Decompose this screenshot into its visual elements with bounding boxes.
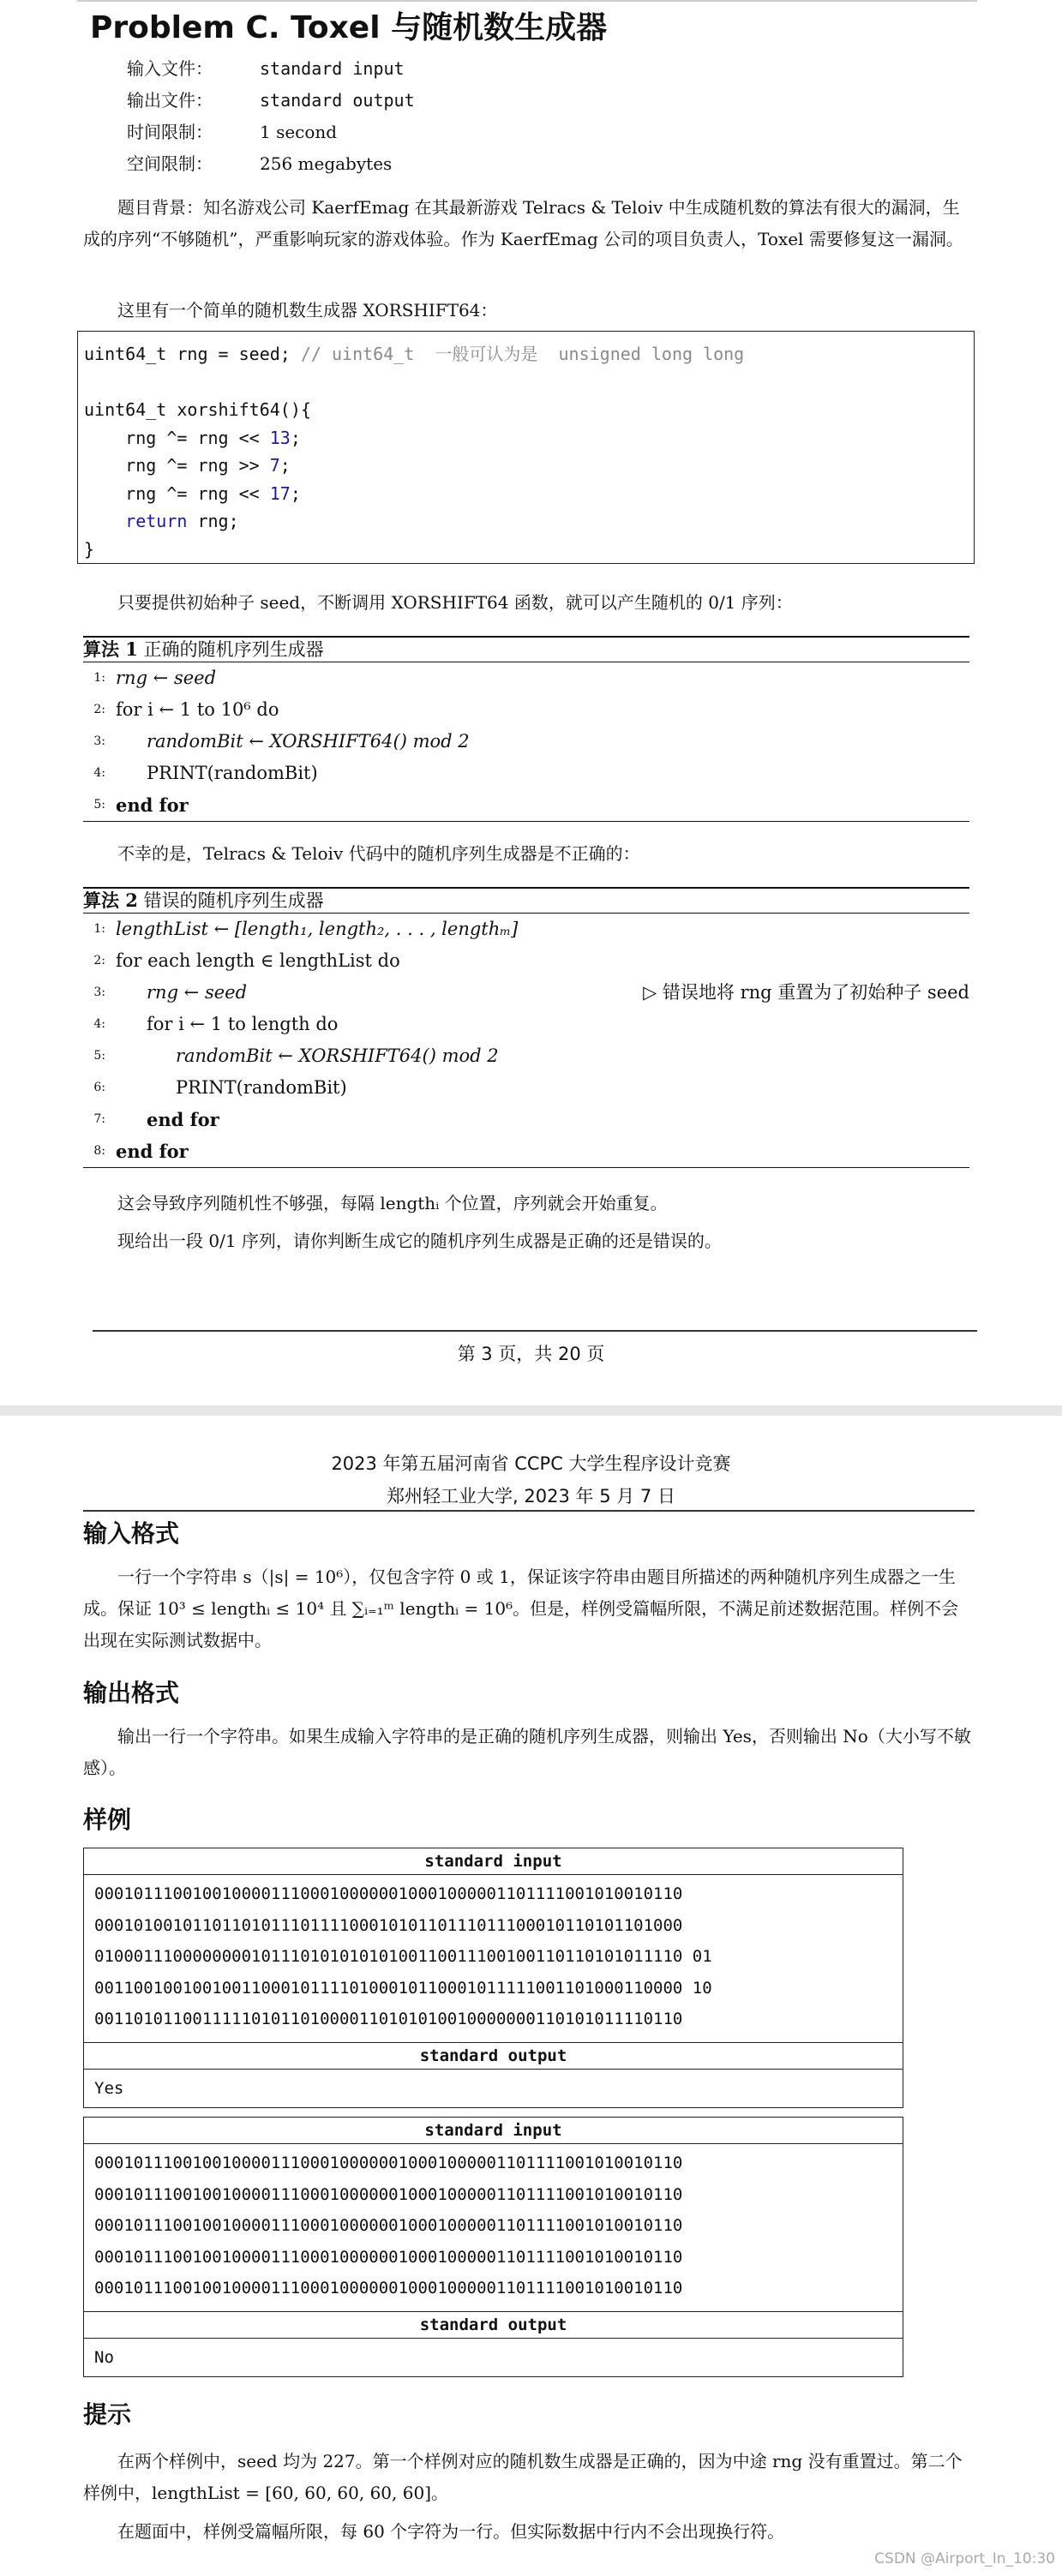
input-format-text: 一行一个字符串 s（|s| = 10⁶），仅包含字符 0 或 1，保证该字符串由题目所描述的两种随机序列生成器之一生成。保证 10³ ≤ lengthᵢ ≤ 10⁴ 且 ∑ᵢ₌₁ᵐ lengthᵢ = 10⁶。但是，样例受篇幅所限，不满足前述数据范围。样例不会出现在实际测试数据中。 (83, 1567, 959, 1650)
line-text: randomBit ← XORSHIFT64() mod 2 (176, 1045, 499, 1066)
code-line: uint64_t xorshift64(){ (84, 399, 311, 420)
limit-key: 空间限制： (127, 153, 213, 174)
limit-key: 输出文件： (127, 90, 213, 111)
code-number: 17 (269, 482, 291, 504)
background-paragraph (83, 192, 971, 255)
algorithm-bottom-rule (83, 821, 969, 822)
line-text: randomBit ← XORSHIFT64() mod 2 (147, 731, 470, 752)
line-number: 3: (93, 985, 105, 999)
line-text: for i ← 1 to 10⁶ do (116, 699, 279, 720)
line-number: 4: (93, 1017, 105, 1031)
algorithm-line (83, 1104, 969, 1135)
sample-input-label: standard input (84, 2118, 903, 2144)
hint-paragraph-2 (83, 2516, 971, 2548)
sample-output: Yes (94, 2078, 124, 2098)
consequence-text: 这会导致序列随机性不够强，每隔 lengthᵢ 个位置，序列就会开始重复。 (117, 1193, 668, 1213)
line-number: 5: (93, 1049, 105, 1063)
rng-intro (83, 295, 971, 326)
algorithm-line (83, 789, 969, 821)
code-line: } (84, 538, 95, 560)
background-text: 题目背景：知名游戏公司 KaerfEmag 在其最新游戏 Telracs & Teloiv 中生成随机数的算法有很大的漏洞，生成的序列“不够随机”，严重影响玩家的游戏体验。作为 KaerfEmag 公司的项目负责人，Toxel 需要修复这一漏洞。 (83, 197, 963, 249)
algorithm-line (83, 945, 969, 977)
hint-paragraph-1 (83, 2446, 971, 2509)
line-text: for each length ∈ lengthList do (116, 950, 400, 971)
algorithm-1 (83, 636, 969, 822)
sample-1 (83, 1848, 903, 2108)
algorithm-line (83, 977, 969, 1009)
hint-text-2: 在题面中，样例受篇幅所限，每 60 个字符为一行。但实际数据中行内不会出现换行符。 (117, 2521, 785, 2542)
limit-value: 1 second (260, 122, 338, 142)
algorithm-title: 错误的随机序列生成器 (143, 890, 324, 911)
code-punct: ; (290, 427, 301, 448)
limit-key: 输入文件： (127, 58, 213, 79)
sample-output-label: standard output (84, 2311, 903, 2339)
algorithm-line (83, 914, 969, 945)
sample-input: 000101110010010000111000100000010001000001101111001010010110 000101110010010000111000100000010001000001101111001010010110 000101110010010000111000100000010001000001101111001010010110 000101110010010000111000100000010001000001101111001010010110 000101110010010000111000100000010001000001101111001010010110 (94, 2154, 683, 2297)
algorithm-comment: ▷ 错误地将 rng 重置为了初始种子 seed (643, 982, 969, 1003)
line-text: end for (147, 1109, 219, 1130)
algorithm-2 (83, 887, 969, 1168)
line-text: PRINT(randomBit) (176, 1077, 347, 1098)
limit-row (127, 53, 415, 85)
algorithm-label: 算法 2 (83, 890, 138, 911)
after-code-paragraph (83, 587, 971, 619)
problem-title: Problem C. Toxel 与随机数生成器 (90, 10, 608, 45)
page-number: 第 3 页，共 20 页 (457, 1344, 605, 1364)
limit-value: standard input (260, 58, 405, 79)
algorithm-line (83, 1009, 969, 1040)
algorithm-line (83, 726, 969, 758)
output-format-text: 输出一行一个字符串。如果生成输入字符串的是正确的随机序列生成器，则输出 Yes，否则输出 No（大小写不敏感）。 (83, 1726, 971, 1778)
line-text: rng ← seed (116, 668, 217, 688)
code-line: rng ^= rng << (84, 482, 270, 504)
code-punct: ; (279, 455, 291, 476)
rng-intro-text: 这里有一个简单的随机数生成器 XORSHIFT64： (117, 300, 498, 321)
line-number: 2: (93, 703, 105, 716)
consequence-paragraph (83, 1188, 971, 1219)
code-line: rng ^= rng >> (84, 455, 270, 476)
code-punct: ; (290, 482, 301, 504)
sample-output: No (94, 2347, 114, 2367)
algorithm-bottom-rule (83, 1167, 969, 1168)
code-keyword: return (125, 511, 188, 531)
input-format-heading: 输入格式 (83, 1519, 180, 1548)
contest-header: 2023 年第五届河南省 CCPC 大学生程序设计竞赛 (331, 1453, 731, 1474)
algorithm-line (83, 694, 969, 726)
algorithm-header (83, 636, 969, 662)
line-number: 1: (93, 922, 105, 936)
code-number: 13 (269, 427, 291, 448)
unfortunately-text: 不幸的是，Telracs & Teloiv 代码中的随机序列生成器是不正确的： (117, 843, 640, 864)
code-line: uint64_t rng = seed; (84, 344, 301, 364)
code-line: rng; (187, 511, 239, 531)
algorithm-line (83, 1040, 969, 1072)
sample-input: 000101110010010000111000100000010001000001101111001010010110 000101001011011010111011110001010110111011100010110101101000 010001110000000010111010101010100110011100100110110101011110 01 001100100100100110001011110100010110001011111001101000110000 10 001101011001111101011010000110101010010000000110101011110110 (94, 1884, 712, 2028)
watermark: CSDN @Airport_In_10:30 (874, 2550, 1055, 2567)
input-format-paragraph (83, 1561, 971, 1656)
task-paragraph (83, 1225, 971, 1257)
line-number: 1: (93, 671, 105, 685)
line-number: 6: (93, 1081, 105, 1094)
page-footer-rule (93, 1330, 977, 1332)
line-text: rng ← seed (147, 982, 248, 1003)
header-rule (83, 1510, 975, 1512)
sample-2 (83, 2117, 903, 2377)
code-number: 7 (269, 455, 280, 476)
limit-key: 时间限制： (127, 122, 213, 142)
task-text: 现给出一段 0/1 序列，请你判断生成它的随机序列生成器是正确的还是错误的。 (117, 1231, 722, 1251)
code-block (77, 331, 975, 564)
page-gap (0, 1405, 1062, 1416)
unfortunately-paragraph (83, 838, 971, 870)
sample-input-label: standard input (84, 1848, 903, 1875)
output-format-heading: 输出格式 (83, 1679, 180, 1707)
line-number: 3: (93, 734, 105, 748)
line-number: 2: (93, 954, 105, 967)
line-number: 7: (93, 1112, 105, 1126)
algorithm-line (83, 1072, 969, 1104)
limit-row (127, 117, 415, 148)
algorithm-line (83, 758, 969, 789)
line-number: 5: (93, 798, 105, 812)
limit-row (127, 85, 415, 117)
contest-place-date: 郑州轻工业大学, 2023 年 5 月 7 日 (387, 1486, 675, 1507)
line-number: 8: (93, 1144, 105, 1158)
line-number: 4: (93, 766, 105, 780)
algorithm-line (83, 662, 969, 694)
samples-heading: 样例 (83, 1806, 132, 1834)
code-line: rng ^= rng << (84, 427, 270, 448)
algorithm-header (83, 887, 969, 914)
line-text: for i ← 1 to length do (147, 1014, 339, 1034)
limits-table (127, 53, 415, 180)
limit-value: 256 megabytes (260, 153, 393, 174)
line-text: PRINT(randomBit) (147, 763, 318, 783)
line-text: end for (116, 794, 189, 816)
hint-heading: 提示 (83, 2400, 132, 2429)
output-format-paragraph (83, 1721, 971, 1784)
hint-text-1: 在两个样例中，seed 均为 227。第一个样例对应的随机数生成器是正确的，因为中途 rng 没有重置过。第二个样例中，lengthList = [60, 60, 60, 60, 60]。 (83, 2451, 963, 2503)
algorithm-title: 正确的随机序列生成器 (143, 639, 324, 660)
line-text: end for (116, 1141, 189, 1162)
page-top-rule (77, 0, 977, 2)
limit-row (127, 148, 415, 180)
line-text: lengthList ← [length₁, length₂, . . . , lengthₘ] (116, 919, 519, 939)
limit-value: standard output (260, 90, 415, 111)
algorithm-line (83, 1135, 969, 1167)
after-code-text: 只要提供初始种子 seed，不断调用 XORSHIFT64 函数，就可以产生随机的 0/1 序列： (117, 592, 793, 613)
code-comment: // uint64_t 一般可认为是 unsigned long long (300, 344, 745, 364)
sample-output-label: standard output (84, 2042, 903, 2070)
algorithm-label: 算法 1 (83, 638, 138, 660)
